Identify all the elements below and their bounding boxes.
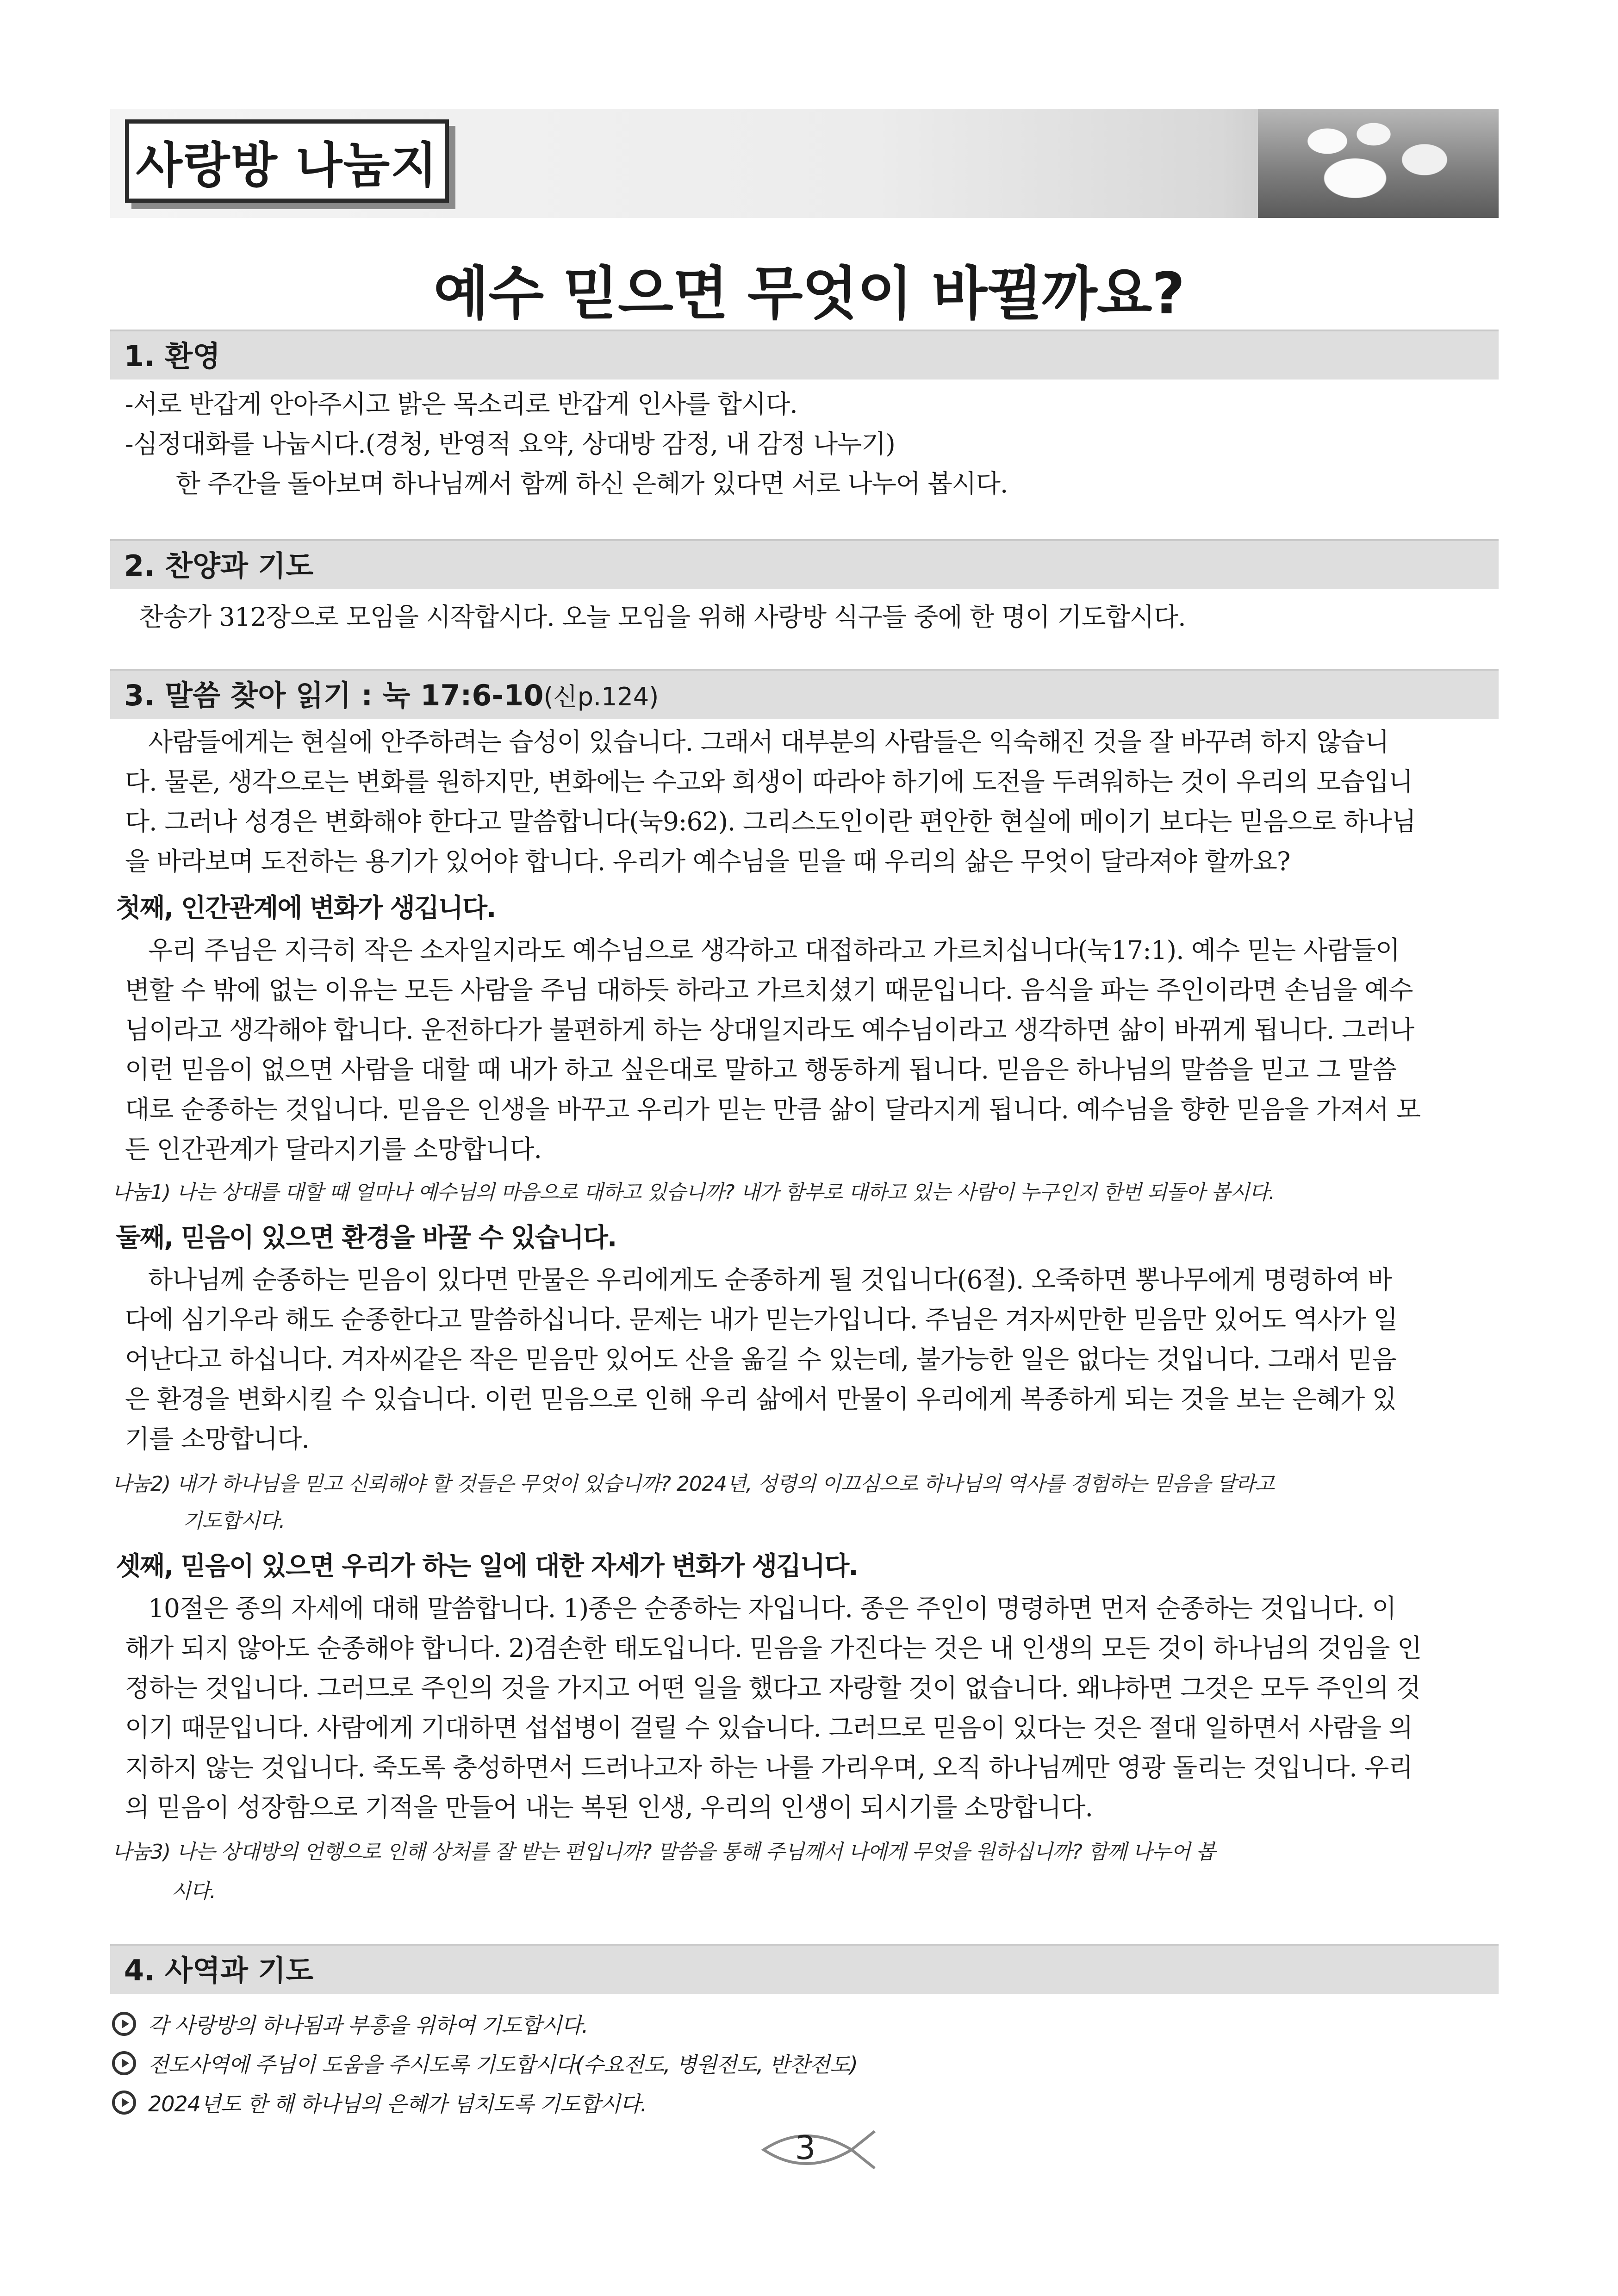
prayer-item xyxy=(112,2009,588,2039)
point-3-title: 셋째, 믿음이 있으면 우리가 하는 일에 대한 자세가 변화가 생깁니다. xyxy=(116,1551,858,1581)
arrow-circle-icon xyxy=(112,2051,136,2075)
intro-line-2: 다. 물론, 생각으로는 변화를 원하지만, 변화에는 수고와 희생이 따라야 하기에 도전을 두려워하는 것이 우리의 모습입니 xyxy=(125,767,1413,796)
share-question-2-cont: 기도합시다. xyxy=(183,1509,285,1533)
point-2-line-2: 다에 심기우라 해도 순종한다고 말씀하십니다. 문제는 내가 믿는가입니다. 주님은 겨자씨만한 믿음만 있어도 역사가 일 xyxy=(125,1305,1398,1334)
point-3-line-1: 10절은 종의 자세에 대해 말씀합니다. 1)종은 순종하는 자입니다. 종은 주인이 명령하면 먼저 순종하는 것입니다. 이 xyxy=(148,1593,1396,1623)
page-number-text: 3 xyxy=(795,2129,816,2167)
point-3-line-6: 의 믿음이 성장함으로 기적을 만들어 내는 복된 인생, 우리의 인생이 되시기를 소망합니다. xyxy=(125,1792,1093,1822)
point-2-line-4: 은 환경을 변화시킬 수 있습니다. 이런 믿음으로 인해 우리 삶에서 만물이 우리에게 복종하게 되는 것을 보는 은혜가 있 xyxy=(125,1384,1396,1414)
point-2-line-1: 하나님께 순종하는 믿음이 있다면 만물은 우리에게도 순종하게 될 것입니다(6절). 오죽하면 뽕나무에게 명령하여 바 xyxy=(148,1265,1392,1294)
page-title: 예수 믿으면 무엇이 바뀔까요? xyxy=(433,261,1185,327)
scripture-heading-main: 3. 말씀 찾아 읽기 : 눅 17:6-10 xyxy=(124,678,544,712)
point-3-line-4: 이기 때문입니다. 사람에게 기대하면 섭섭병이 걸릴 수 있습니다. 그러므로 믿음이 있다는 것은 절대 일하면서 사람을 의 xyxy=(125,1713,1413,1742)
arrow-circle-icon xyxy=(112,2091,136,2115)
prayer-item-text: 전도사역에 주님이 도움을 주시도록 기도합시다(수요전도, 병원전도, 반찬전도) xyxy=(148,2052,858,2077)
share-question-3-cont: 시다. xyxy=(171,1879,216,1903)
point-1-line-6: 든 인간관계가 달라지기를 소망합니다. xyxy=(125,1134,542,1164)
section-label: 사랑방 나눔지 xyxy=(125,119,449,203)
section-heading-ministry: 4. 사역과 기도 xyxy=(110,1944,1499,1994)
section-heading-praise: 2. 찬양과 기도 xyxy=(110,539,1499,589)
point-2-line-5: 기를 소망합니다. xyxy=(125,1424,309,1454)
arrow-circle-icon xyxy=(112,2012,136,2036)
point-1-line-4: 이런 믿음이 없으면 사람을 대할 때 내가 하고 싶은대로 말하고 행동하게 됩니다. 믿음은 하나님의 말씀을 믿고 그 말씀 xyxy=(125,1055,1396,1084)
intro-line-3: 다. 그러나 성경은 변화해야 한다고 말씀합니다(눅9:62). 그리스도인이란 편안한 현실에 메이기 보다는 믿음으로 하나님 xyxy=(125,807,1416,836)
point-3-line-5: 지하지 않는 것입니다. 죽도록 충성하면서 드러나고자 하는 나를 가리우며, 오직 하나님께만 영광 돌리는 것입니다. 우리 xyxy=(125,1753,1413,1782)
praise-line: 찬송가 312장으로 모임을 시작합시다. 오늘 모임을 위해 사랑방 식구들 중에 한 명이 기도합시다. xyxy=(139,602,1186,632)
prayer-item xyxy=(112,2048,858,2078)
welcome-line-1: -서로 반갑게 안아주시고 밝은 목소리로 반갑게 인사를 합시다. xyxy=(125,389,797,419)
point-1-title: 첫째, 인간관계에 변화가 생깁니다. xyxy=(116,893,496,923)
section-heading-welcome: 1. 환영 xyxy=(110,330,1499,380)
page-number xyxy=(759,2124,879,2175)
share-question-1: 나눔1) 나는 상대를 대할 때 얼마나 예수님의 마음으로 대하고 있습니까? 내가 함부로 대하고 있는 사람이 누구인지 한번 되돌아 봅시다. xyxy=(112,1181,1275,1204)
point-3-line-3: 정하는 것입니다. 그러므로 주인의 것을 가지고 어떤 일을 했다고 자랑할 것이 없습니다. 왜냐하면 그것은 모두 주인의 것 xyxy=(125,1673,1420,1703)
share-question-3: 나눔3) 나는 상대방의 언행으로 인해 상처를 잘 받는 편입니까? 말씀을 통해 주님께서 나에게 무엇을 원하십니까? 함께 나누어 봅 xyxy=(112,1840,1215,1864)
sheep-photo xyxy=(1258,109,1499,218)
point-2-line-3: 어난다고 하십니다. 겨자씨같은 작은 믿음만 있어도 산을 옮길 수 있는데, 불가능한 일은 없다는 것입니다. 그래서 믿음 xyxy=(125,1344,1396,1374)
section-heading-scripture xyxy=(110,669,1499,719)
point-1-line-3: 님이라고 생각해야 합니다. 운전하다가 불편하게 하는 상대일지라도 예수님이라고 생각하면 삶이 바뀌게 됩니다. 그러나 xyxy=(125,1015,1414,1045)
point-3-line-2: 해가 되지 않아도 순종해야 합니다. 2)겸손한 태도입니다. 믿음을 가진다는 것은 내 인생의 모든 것이 하나님의 것임을 인 xyxy=(125,1633,1422,1663)
point-1-line-2: 변할 수 밖에 없는 이유는 모든 사람을 주님 대하듯 하라고 가르치셨기 때문입니다. 음식을 파는 주인이라면 손님을 예수 xyxy=(125,975,1413,1005)
share-question-2: 나눔2) 내가 하나님을 믿고 신뢰해야 할 것들은 무엇이 있습니까? 2024년, 성령의 이끄심으로 하나님의 역사를 경험하는 믿음을 달라고 xyxy=(112,1472,1274,1496)
intro-line-1: 사람들에게는 현실에 안주하려는 습성이 있습니다. 그래서 대부분의 사람들은 익숙해진 것을 잘 바꾸려 하지 않습니 xyxy=(148,727,1389,757)
welcome-line-3: 한 주간을 돌아보며 하나님께서 함께 하신 은혜가 있다면 서로 나누어 봅시다. xyxy=(176,469,1008,498)
prayer-item-text: 각 사랑방의 하나됨과 부흥을 위하여 기도합시다. xyxy=(148,2013,588,2038)
intro-line-4: 을 바라보며 도전하는 용기가 있어야 합니다. 우리가 예수님을 믿을 때 우리의 삶은 무엇이 달라져야 할까요? xyxy=(125,846,1290,876)
point-1-line-5: 대로 순종하는 것입니다. 믿음은 인생을 바꾸고 우리가 믿는 만큼 삶이 달라지게 됩니다. 예수님을 향한 믿음을 가져서 모 xyxy=(125,1095,1420,1124)
point-1-line-1: 우리 주님은 지극히 작은 소자일지라도 예수님으로 생각하고 대접하라고 가르치십니다(눅17:1). 예수 믿는 사람들이 xyxy=(148,935,1400,965)
prayer-item-text: 2024년도 한 해 하나님의 은혜가 넘치도록 기도합시다. xyxy=(148,2091,647,2116)
point-2-title: 둘째, 믿음이 있으면 환경을 바꿀 수 있습니다. xyxy=(116,1223,616,1253)
prayer-item xyxy=(112,2087,647,2118)
scripture-heading-ref: (신p.124) xyxy=(543,682,659,711)
welcome-line-2: -심정대화를 나눕시다.(경청, 반영적 요약, 상대방 감정, 내 감정 나누기) xyxy=(125,429,895,459)
